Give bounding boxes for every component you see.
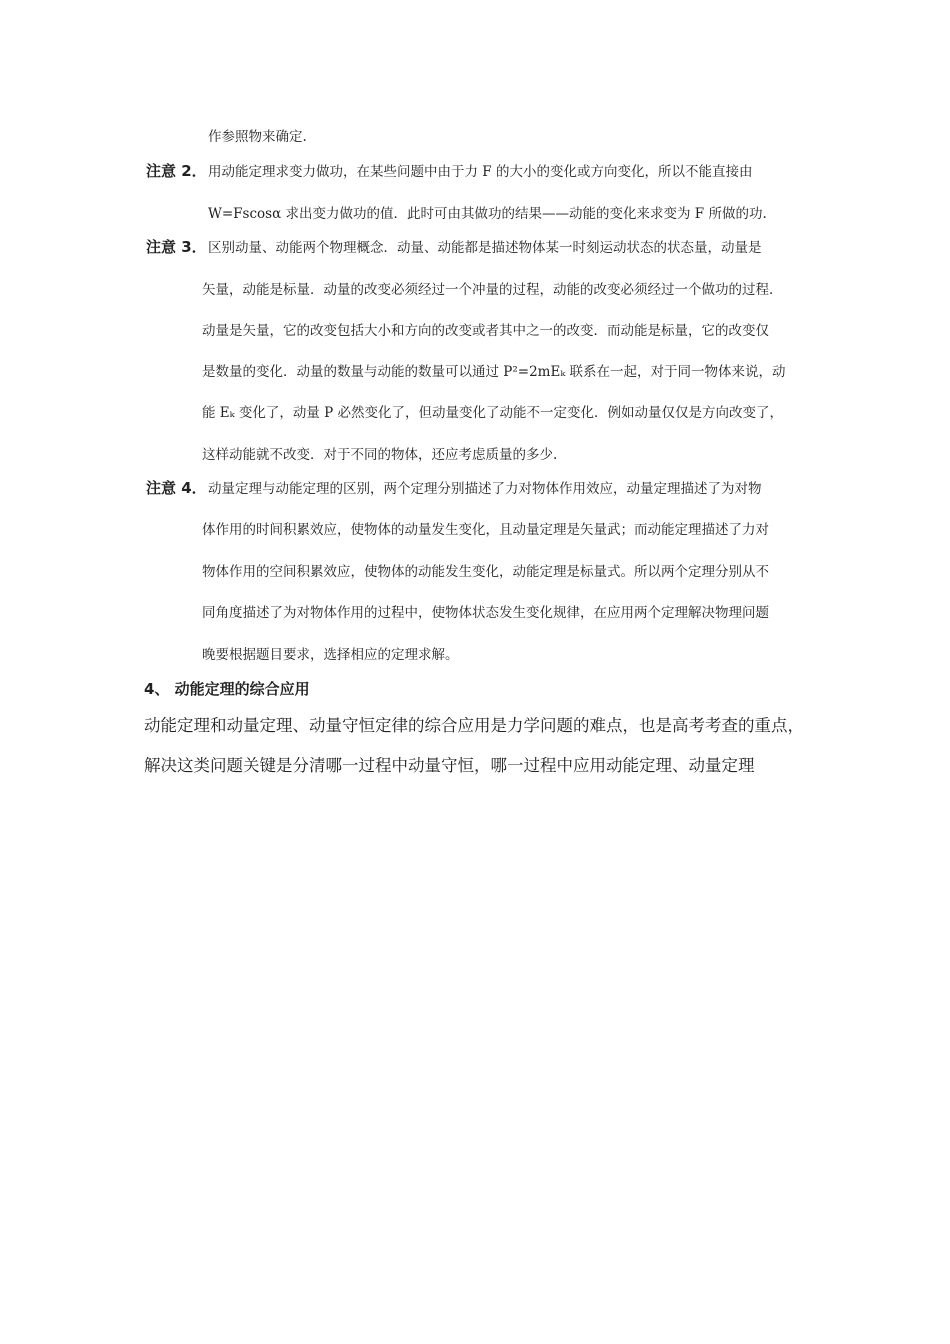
note-4-line: 同角度描述了为对物体作用的过程中，使物体状态发生变化规律，在应用两个定理解决物理问题 xyxy=(202,605,769,621)
note-3-line: 矢量，动能是标量．动量的改变必须经过一个冲量的过程，动能的改变必须经过一个做功的过程． xyxy=(202,282,783,298)
section-paragraph-line: 解决这类问题关键是分清哪一过程中动量守恒，哪一过程中应用动能定理、动量定理 xyxy=(144,756,755,775)
note-2-label: 注意 2． xyxy=(146,162,207,180)
note-3-line: 区别动量、动能两个物理概念．动量、动能都是描述物体某一时刻运动状态的状态量，动量是 xyxy=(208,240,762,256)
note-4-label: 注意 4． xyxy=(146,479,207,497)
section-paragraph-line: 动能定理和动量定理、动量守恒定律的综合应用是力学问题的难点，也是高考考查的重点， xyxy=(144,716,804,735)
section-heading: 4、 动能定理的综合应用 xyxy=(144,680,310,698)
note-3-label: 注意 3． xyxy=(146,238,207,256)
note-2-line: W=Fscosα 求出变力做功的值．此时可由其做功的结果——动能的变化来求变为 F 所做的功. xyxy=(208,206,767,222)
continuation-line: 作参照物来确定. xyxy=(208,129,307,145)
note-3-line: 能 Eₖ 变化了，动量 P 必然变化了，但动量变化了动能不一定变化．例如动量仅仅是方向改变了， xyxy=(202,405,784,421)
note-4-line: 动量定理与动能定理的区别，两个定理分别描述了力对物体作用效应，动量定理描述了为对物 xyxy=(208,481,762,497)
note-3-line: 是数量的变化．动量的数量与动能的数量可以通过 P²=2mEₖ 联系在一起，对于同一物体来说，动 xyxy=(202,364,786,380)
note-4-line: 物体作用的空间积累效应，使物体的动能发生变化，动能定理是标量式。所以两个定理分别从不 xyxy=(202,564,769,580)
note-3-line: 动量是矢量，它的改变包括大小和方向的改变或者其中之一的改变．而动能是标量，它的改变仅 xyxy=(202,323,769,339)
note-4-line: 体作用的时间积累效应，使物体的动量发生变化，且动量定理是矢量武；而动能定理描述了力对 xyxy=(202,522,769,538)
note-2-line: 用动能定理求变力做功，在某些问题中由于力 F 的大小的变化或方向变化，所以不能直接由 xyxy=(208,164,753,180)
note-3-line: 这样动能就不改变．对于不同的物体，还应考虑质量的多少. xyxy=(202,447,558,463)
note-4-line: 晚要根据题目要求，选择相应的定理求解。 xyxy=(202,647,459,663)
